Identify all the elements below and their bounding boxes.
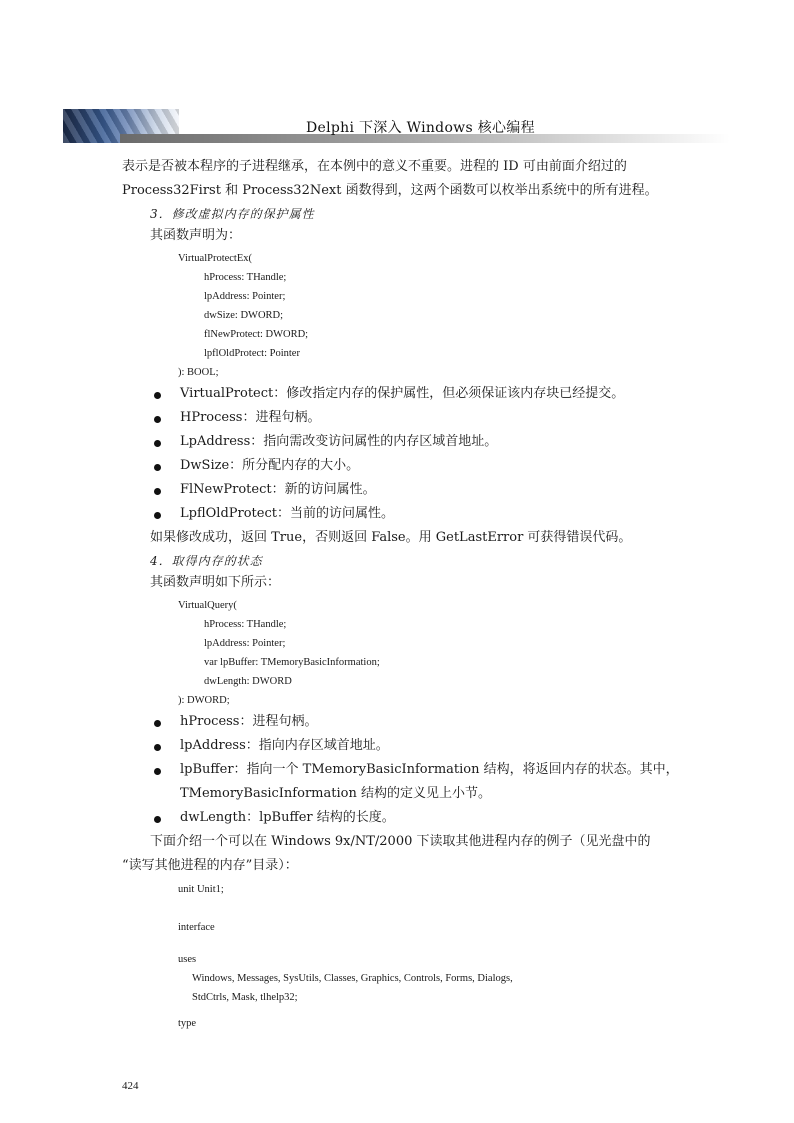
bullet-item-continuation: TMemoryBasicInformation 结构的定义见上小节。 bbox=[180, 786, 491, 801]
code-line: dwLength: DWORD bbox=[204, 676, 292, 687]
bullet-item: LpAddress：指向需改变访问属性的内存区域首地址。 bbox=[180, 434, 498, 449]
paragraph-line: “读写其他进程的内存”目录）： bbox=[122, 858, 298, 873]
code-line: unit Unit1; bbox=[178, 884, 224, 895]
bullet-icon bbox=[154, 512, 161, 519]
code-line: lpflOldProtect: Pointer bbox=[204, 348, 300, 359]
bullet-icon bbox=[154, 816, 161, 823]
code-line: hProcess: THandle; bbox=[204, 272, 287, 283]
paragraph-line: Process32First 和 Process32Next 函数得到，这两个函数可以枚举出系统中的所有进程。 bbox=[122, 183, 658, 198]
bullet-item: lpBuffer：指向一个 TMemoryBasicInformation 结构，将返回内存的状态。其中， bbox=[180, 762, 679, 777]
paragraph-line: 下面介绍一个可以在 Windows 9x/NT/2000 下读取其他进程内存的例子（见光盘中的 bbox=[150, 834, 651, 849]
section-heading: 4．取得内存的状态 bbox=[150, 554, 263, 568]
bullet-item: FlNewProtect：新的访问属性。 bbox=[180, 482, 376, 497]
bullet-icon bbox=[154, 488, 161, 495]
bullet-icon bbox=[154, 416, 161, 423]
bullet-icon bbox=[154, 464, 161, 471]
bullet-icon bbox=[154, 744, 161, 751]
bullet-icon bbox=[154, 720, 161, 727]
code-line: VirtualQuery( bbox=[178, 600, 237, 611]
bullet-item: hProcess：进程句柄。 bbox=[180, 714, 318, 729]
code-line: dwSize: DWORD; bbox=[204, 310, 284, 321]
paragraph-line: 如果修改成功，返回 True，否则返回 False。用 GetLastError 可获得错误代码。 bbox=[150, 530, 632, 545]
code-line: type bbox=[178, 1018, 197, 1029]
bullet-icon bbox=[154, 440, 161, 447]
code-line: lpAddress: Pointer; bbox=[204, 638, 286, 649]
code-line: var lpBuffer: TMemoryBasicInformation; bbox=[204, 657, 380, 668]
bullet-item: VirtualProtect：修改指定内存的保护属性，但必须保证该内存块已经提交。 bbox=[180, 386, 625, 401]
bullet-item: DwSize：所分配内存的大小。 bbox=[180, 458, 360, 473]
paragraph-line: 表示是否被本程序的子进程继承，在本例中的意义不重要。进程的 ID 可由前面介绍过的 bbox=[122, 159, 627, 174]
code-line: Windows, Messages, SysUtils, Classes, Graphics, Controls, Forms, Dialogs, bbox=[192, 973, 513, 984]
code-line: lpAddress: Pointer; bbox=[204, 291, 286, 302]
bullet-item: lpAddress：指向内存区域首地址。 bbox=[180, 738, 389, 753]
page-number: 424 bbox=[122, 1080, 139, 1092]
code-line: StdCtrls, Mask, tlhelp32; bbox=[192, 992, 298, 1003]
code-line: hProcess: THandle; bbox=[204, 619, 287, 630]
section-heading: 3．修改虚拟内存的保护属性 bbox=[150, 207, 315, 221]
code-line: ): DWORD; bbox=[178, 695, 230, 706]
code-line: uses bbox=[178, 954, 197, 965]
code-line: flNewProtect: DWORD; bbox=[204, 329, 309, 340]
bullet-item: LpflOldProtect：当前的访问属性。 bbox=[180, 506, 394, 521]
bullet-icon bbox=[154, 392, 161, 399]
bullet-icon bbox=[154, 768, 161, 775]
paragraph-line: 其函数声明为： bbox=[150, 228, 242, 243]
bullet-item: dwLength：lpBuffer 结构的长度。 bbox=[180, 810, 395, 825]
running-header-title: Delphi 下深入 Windows 核心编程 bbox=[306, 120, 535, 136]
code-line: interface bbox=[178, 922, 215, 933]
code-line: VirtualProtectEx( bbox=[178, 253, 253, 264]
bullet-item: HProcess：进程句柄。 bbox=[180, 410, 321, 425]
code-line: ): BOOL; bbox=[178, 367, 219, 378]
paragraph-line: 其函数声明如下所示： bbox=[150, 575, 281, 590]
